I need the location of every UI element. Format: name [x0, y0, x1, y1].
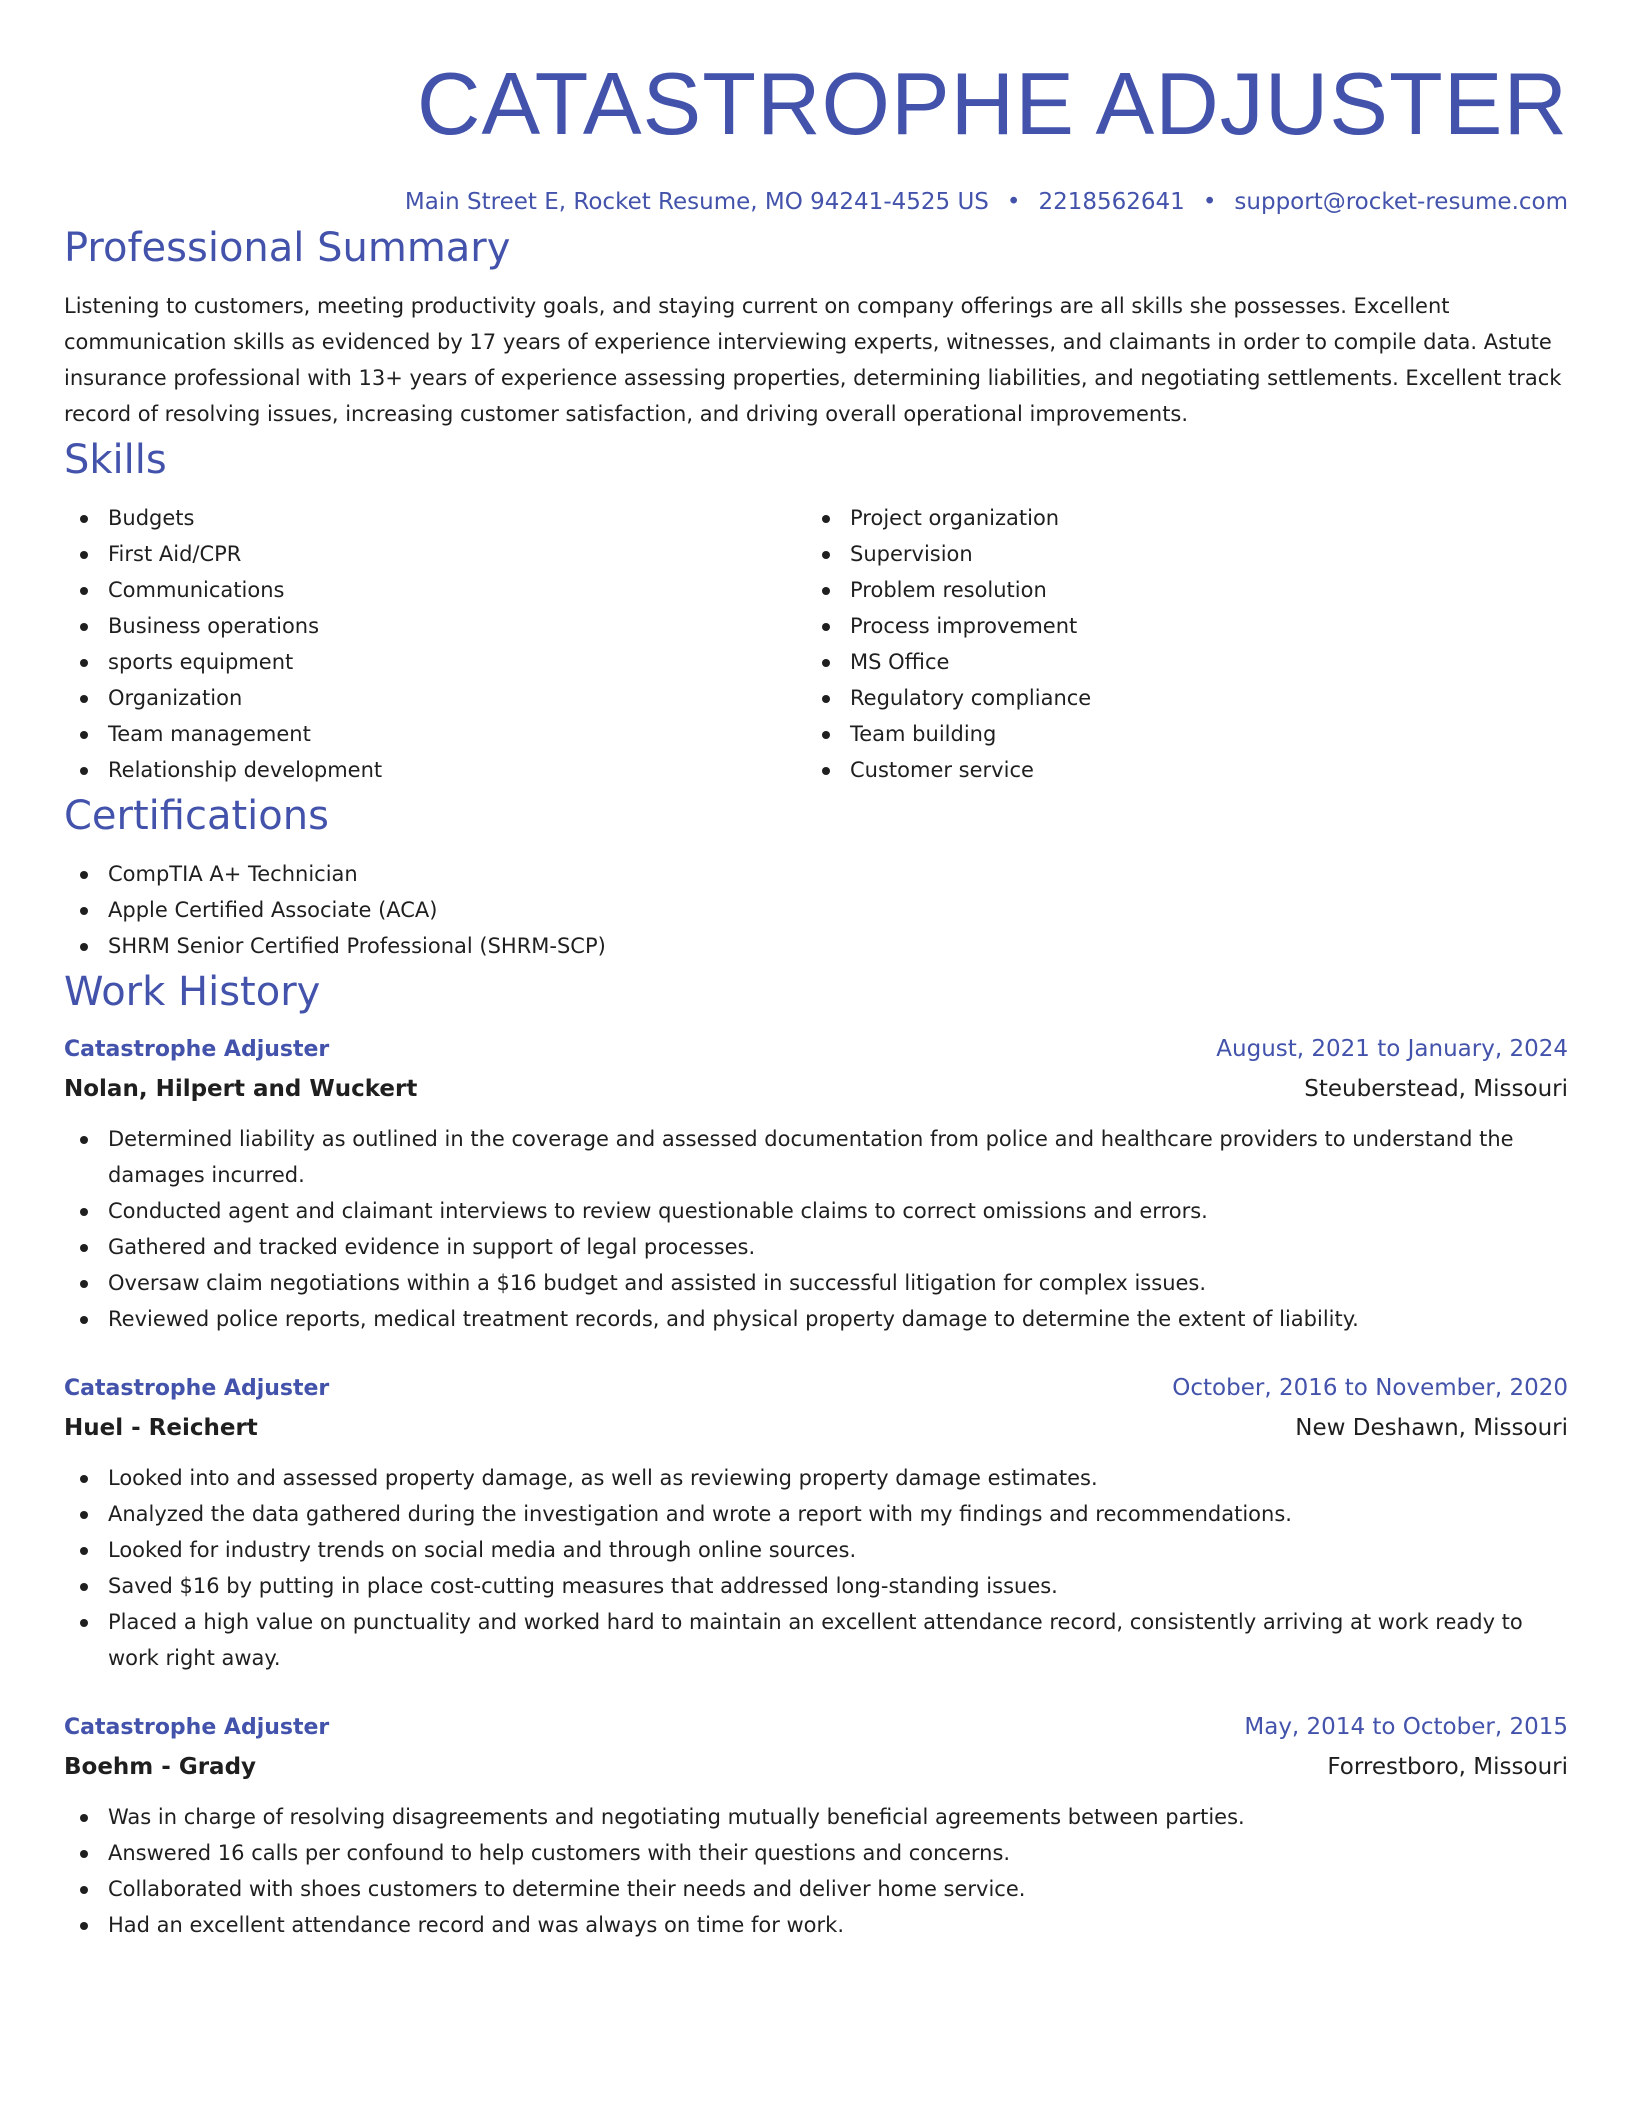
separator: • — [1006, 189, 1021, 215]
email-link[interactable]: support@rocket-resume.com — [1234, 189, 1568, 215]
job-dates: October, 2016 to November, 2020 — [1172, 1375, 1568, 1401]
list-item: Team building — [806, 716, 1548, 752]
list-item: Problem resolution — [806, 572, 1548, 608]
job-location: Steuberstead, Missouri — [1304, 1076, 1568, 1102]
list-item: Organization — [64, 680, 806, 716]
summary-heading: Professional Summary — [64, 225, 511, 271]
list-item: Looked for industry trends on social media and through online sources. — [64, 1532, 1568, 1568]
job-entry — [64, 1369, 1568, 1676]
list-item: Conducted agent and claimant interviews to review questionable claims to correct omissions and errors. — [64, 1193, 1568, 1229]
job-company: Boehm - Grady — [64, 1754, 257, 1780]
list-item: CompTIA A+ Technician — [64, 856, 1568, 892]
job-location: Forrestboro, Missouri — [1327, 1754, 1568, 1780]
list-item: Apple Certified Associate (ACA) — [64, 892, 1568, 928]
list-item: Team management — [64, 716, 806, 752]
list-item: Customer service — [806, 752, 1548, 788]
separator: • — [1202, 189, 1217, 215]
list-item: Regulatory compliance — [806, 680, 1548, 716]
list-item: Relationship development — [64, 752, 806, 788]
job-company: Huel - Reichert — [64, 1415, 258, 1441]
resume-page — [64, 0, 1568, 1943]
job-entry — [64, 1030, 1568, 1337]
list-item: Determined liability as outlined in the coverage and assessed documentation from police and healthcare providers to understand the damages incurred. — [64, 1121, 1568, 1193]
list-item: Communications — [64, 572, 806, 608]
job-title: Catastrophe Adjuster — [64, 1715, 330, 1740]
list-item: Reviewed police reports, medical treatment records, and physical property damage to determine the extent of liability. — [64, 1301, 1568, 1337]
contact-info — [64, 184, 1568, 220]
list-item: Placed a high value on punctuality and worked hard to maintain an excellent attendance record, consistently arriving at work ready to work right away. — [64, 1604, 1568, 1676]
job-duties — [64, 1460, 1568, 1676]
skills-list-left — [64, 500, 806, 788]
job-dates: August, 2021 to January, 2024 — [1216, 1036, 1568, 1062]
certifications-list — [64, 856, 1568, 964]
skills-list-right — [806, 500, 1548, 788]
list-item: sports equipment — [64, 644, 806, 680]
list-item: Budgets — [64, 500, 806, 536]
list-item: Had an excellent attendance record and was always on time for work. — [64, 1907, 1568, 1943]
job-title: Catastrophe Adjuster — [64, 1037, 330, 1062]
job-title: Catastrophe Adjuster — [64, 1376, 330, 1401]
list-item: Project organization — [806, 500, 1548, 536]
list-item: Process improvement — [806, 608, 1548, 644]
list-item: Business operations — [64, 608, 806, 644]
job-company: Nolan, Hilpert and Wuckert — [64, 1076, 418, 1102]
list-item: MS Office — [806, 644, 1548, 680]
skills-heading: Skills — [64, 437, 167, 483]
phone: 2218562641 — [1038, 189, 1185, 215]
address: Main Street E, Rocket Resume, MO 94241-4525 US — [404, 189, 989, 215]
list-item: Gathered and tracked evidence in support of legal processes. — [64, 1229, 1568, 1265]
job-location: New Deshawn, Missouri — [1295, 1415, 1568, 1441]
list-item: Saved $16 by putting in place cost-cutting measures that addressed long-standing issues. — [64, 1568, 1568, 1604]
list-item: Answered 16 calls per confound to help customers with their questions and concerns. — [64, 1835, 1568, 1871]
work-history-heading: Work History — [64, 969, 321, 1015]
list-item: Analyzed the data gathered during the investigation and wrote a report with my findings and recommendations. — [64, 1496, 1568, 1532]
list-item: Supervision — [806, 536, 1548, 572]
list-item: SHRM Senior Certified Professional (SHRM-SCP) — [64, 928, 1568, 964]
list-item: Collaborated with shoes customers to determine their needs and deliver home service. — [64, 1871, 1568, 1907]
candidate-name: CATASTROPHE ADJUSTER — [416, 54, 1568, 153]
job-duties — [64, 1799, 1568, 1943]
certifications-heading: Certifications — [64, 793, 329, 839]
list-item: First Aid/CPR — [64, 536, 806, 572]
list-item: Was in charge of resolving disagreements and negotiating mutually beneficial agreements between parties. — [64, 1799, 1568, 1835]
job-dates: May, 2014 to October, 2015 — [1244, 1714, 1568, 1740]
list-item: Oversaw claim negotiations within a $16 budget and assisted in successful litigation for complex issues. — [64, 1265, 1568, 1301]
list-item: Looked into and assessed property damage, as well as reviewing property damage estimates. — [64, 1460, 1568, 1496]
skills-columns — [64, 500, 1568, 788]
job-duties — [64, 1121, 1568, 1337]
job-entry — [64, 1708, 1568, 1943]
summary-text: Listening to customers, meeting productivity goals, and staying current on company offerings are all skills she possesses. Excellent communication skills as evidenced by 17 years of experience interviewing experts, witnesses, and claimants in order to compile data. Astute insurance professional with 13+ years of experience assessing properties, determining liabilities, and negotiating settlements. Excellent track record of resolving issues, increasing customer satisfaction, and driving overall operational improvements. — [64, 294, 1562, 426]
